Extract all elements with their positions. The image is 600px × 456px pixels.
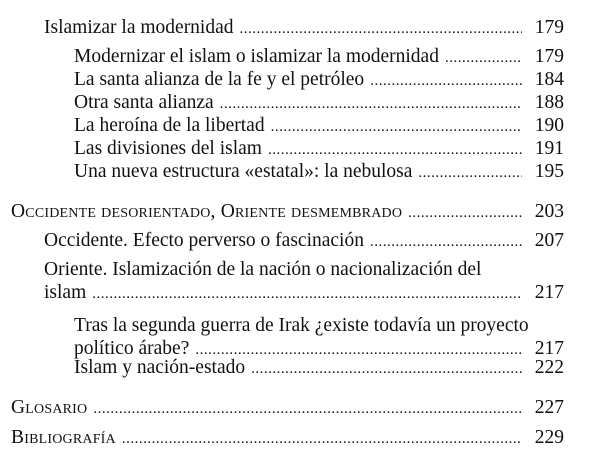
dot-leader xyxy=(122,428,522,451)
toc-entry-page: 229 xyxy=(534,427,564,448)
toc-entry-title-line2: islam xyxy=(44,282,87,303)
toc-entry-page: 190 xyxy=(534,115,564,136)
dot-leader xyxy=(268,139,522,162)
dot-leader xyxy=(370,231,522,254)
toc-entry xyxy=(74,356,564,381)
toc-chapter xyxy=(11,200,564,225)
dot-leader xyxy=(408,202,522,225)
toc-chapter xyxy=(11,426,564,451)
toc-entry xyxy=(74,160,564,185)
dot-leader xyxy=(93,398,522,421)
toc-entry-page: 191 xyxy=(534,138,564,159)
dot-leader xyxy=(240,18,522,41)
toc-entry xyxy=(74,137,564,162)
dot-leader xyxy=(251,358,522,381)
toc-entry xyxy=(44,16,564,41)
toc-entry-title: Otra santa alianza xyxy=(74,92,214,113)
toc-entry-title: Las divisiones del islam xyxy=(74,138,262,159)
toc-entry-page: 203 xyxy=(534,201,564,222)
toc-entry-page: 217 xyxy=(534,338,564,359)
toc-entry-page: 184 xyxy=(534,69,564,90)
toc-chapter-title: Occidente desorientado, Oriente desmembrado xyxy=(11,201,403,222)
dot-leader xyxy=(418,162,522,185)
toc-entry-title: Modernizar el islam o islamizar la modernidad xyxy=(74,46,439,67)
toc-chapter xyxy=(11,396,564,421)
toc-entry xyxy=(74,45,564,70)
dot-leader xyxy=(445,47,522,70)
toc-entry-title: Islamizar la modernidad xyxy=(44,17,234,38)
dot-leader xyxy=(271,116,522,139)
dot-leader xyxy=(92,283,522,306)
toc-entry-page: 195 xyxy=(534,161,564,182)
toc-entry-page: 207 xyxy=(534,230,564,251)
toc-entry-page: 222 xyxy=(534,357,564,378)
toc-entry-title: Una nueva estructura «estatal»: la nebulosa xyxy=(74,161,413,182)
dot-leader xyxy=(370,70,522,93)
toc-entry xyxy=(74,114,564,139)
toc-entry xyxy=(44,281,564,306)
toc-entry-page: 227 xyxy=(534,397,564,418)
toc-chapter-title: Glosario xyxy=(11,397,88,418)
toc-chapter-title: Bibliografía xyxy=(11,427,116,448)
toc-entry xyxy=(74,91,564,116)
dot-leader xyxy=(220,93,522,116)
toc-entry-title: Occidente. Efecto perverso o fascinación xyxy=(44,230,364,251)
toc-entry xyxy=(74,68,564,93)
toc-entry xyxy=(44,229,564,254)
toc-entry-title-line2: político árabe? xyxy=(74,338,190,359)
toc-entry-page: 188 xyxy=(534,92,564,113)
toc-entry-page: 179 xyxy=(534,17,564,38)
toc-entry-title-line1: Oriente. Islamización de la nación o nacionalización del xyxy=(44,259,482,280)
toc-entry-title: Islam y nación-estado xyxy=(74,357,246,378)
toc-entry-title: La santa alianza de la fe y el petróleo xyxy=(74,69,365,90)
toc-entry-title: La heroína de la libertad xyxy=(74,115,265,136)
toc-entry-page: 179 xyxy=(534,46,564,67)
toc-entry-page: 217 xyxy=(534,282,564,303)
toc-entry-title-line1: Tras la segunda guerra de Irak ¿existe todavía un proyecto xyxy=(74,315,529,336)
